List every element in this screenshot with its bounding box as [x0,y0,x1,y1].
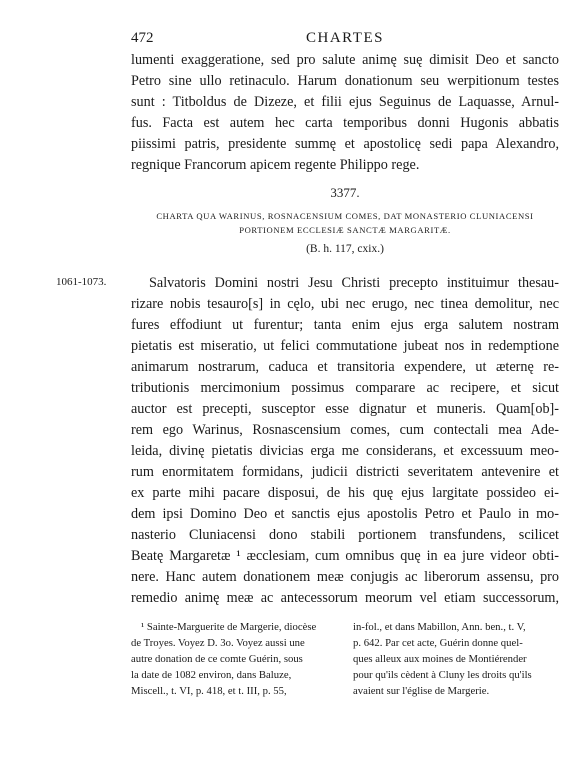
charter-text-line: Beatę Margaretæ ¹ æcclesiam, cum omnibus quę in ea jure videor obti- [131,548,559,564]
charter-text-line: animarum nostrarum, caduca et transitoria expendere, ut æternę re- [131,359,559,375]
charter-text-line: remedio animę meæ ac antecessorum meorum vel etiam successorum, [131,590,559,606]
charter-text-line: fures effodiunt ut furentur; tanta enim ejus erga salutem nostram [131,317,559,333]
charter-text-line: ex parte mihi pacare disposui, de his quę ejus largitate possideo ei- [131,485,559,501]
previous-charter-line: lumenti exaggeratione, sed pro salute animę suę dimisit Deo et sancto [131,52,559,68]
charter-title-line: CHARTA QUA WARINUS, ROSNACENSIUM COMES, DAT MONASTERIO CLUNIACENSI [156,211,534,221]
footnote-line: Miscell., t. VI, p. 418, et t. III, p. 55, [131,685,287,697]
previous-charter-line: Petro sine ullo retinaculo. Harum donationum seu werpitionum testes [131,73,559,89]
footnote-line: la date de 1082 environ, dans Baluze, [131,669,292,681]
running-title: CHARTES [306,30,384,46]
footnote-line: p. 642. Par cet acte, Guérin donne quel- [353,637,523,649]
charter-text-line: rem ego Warinus, Rosnascensium comes, cum contectali mea Ade- [131,422,559,438]
charter-text-line: rum enormitatem formidans, judicii districti severitatem antevenire et [131,464,559,480]
previous-charter-line: regnique Francorum apicem regente Philippo rege. [131,157,420,173]
footnotes [131,620,559,700]
charter-reference: (B. h. 117, cxix.) [306,243,384,255]
previous-charter-line: fus. Facta est autem hec carta temporibus donni Hugonis abbatis [131,115,559,131]
charter-number: 3377. [330,185,360,200]
page-number: 472 [131,30,154,46]
charter-text-line: nere. Hanc autem donationem meæ conjugis ac liberorum assensu, pro [131,569,559,585]
footnote-line: ques alleux aux moines de Montiérender [353,653,527,665]
running-head [131,30,559,48]
charter-text-line: Salvatoris Domini nostri Jesu Christi precepto instituimur thesau- [149,275,559,291]
charter-text-line: nasterio Cluniacensi dono stabili portionem transfundens, scilicet [131,527,559,543]
charter-text-line: auctor est precepti, susceptor esse dignatur et muneris. Quam[ob]- [131,401,559,417]
charter-text-line: tributionis mercimonium possimus comparare ac recipere, et sicut [131,380,559,396]
charter-text-line: pietatis est miseratio, ut felici commutatione jubeat nos in redemptione [131,338,559,354]
charter-title-line: PORTIONEM ECCLESIÆ SANCTÆ MARGARITÆ. [239,225,451,235]
previous-charter-line: piissimi patris, presidente summę et apostolicę sedi papa Alexandro, [131,136,559,152]
footnote-line: in-fol., et dans Mabillon, Ann. ben., t. V, [353,621,526,633]
previous-charter-line: sunt : Titboldus de Dizeze, et filii ejus Seguinus de Laquasse, Arnul- [131,94,559,110]
charter-text-line: rizare nobis tesauro[s] in cęlo, ubi nec erugo, nec tinea demolitur, nec [131,296,559,312]
charter-text-line: leida, divinę pietatis divicias erga me considerans, et excessuum meo- [131,443,559,459]
footnote-line: de Troyes. Voyez D. 3o. Voyez aussi une [131,637,305,649]
footnote-line: avaient sur l'église de Margerie. [353,685,490,697]
margin-date: 1061-1073. [56,276,107,288]
charter-text-line: dem ipsi Domino Deo et sanctis ejus apostolis Petro et Paulo in mo- [131,506,559,522]
footnote-line: ¹ Sainte-Marguerite de Margerie, diocèse [141,621,317,633]
footnote-line: autre donation de ce comte Guérin, sous [131,653,303,665]
footnote-line: pour qu'ils cèdent à Cluny les droits qu'ils [353,669,532,681]
